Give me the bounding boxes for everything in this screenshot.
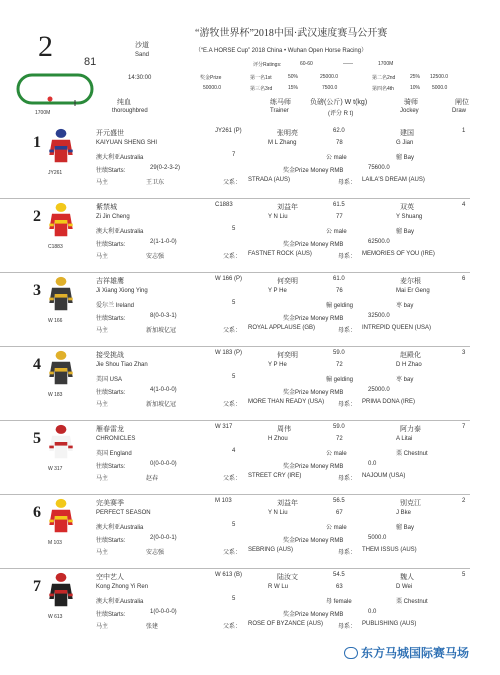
- header-draw-cn: 闸位: [455, 99, 469, 106]
- jockey-silk-icon: [48, 128, 74, 164]
- sire-value: FASTNET ROCK (AUS): [248, 251, 312, 257]
- horse-color: 栗 Chestnut: [396, 599, 428, 605]
- draw-number: 6: [462, 276, 466, 282]
- sire-label: 父系：: [223, 328, 242, 334]
- prize-money-value: 5000.0: [368, 535, 387, 541]
- header-weight-en: (评分 R t): [328, 111, 354, 117]
- rating-dash: ——: [343, 61, 353, 67]
- horse-age: 5: [232, 596, 236, 602]
- starts-value: 29(0-2-3-2): [150, 165, 181, 171]
- horse-sex: 公 male: [326, 451, 347, 457]
- jockey-cn: 阿力泰: [400, 426, 421, 433]
- horse-sex: 母 female: [326, 599, 352, 605]
- header-jockey-en: Jockey: [400, 108, 419, 114]
- jockey-cn: 魏人: [400, 574, 414, 581]
- horse-name-en: Zi Jin Cheng: [96, 214, 130, 220]
- owner-label: 马主: [96, 402, 109, 408]
- rating-distance: 1700M: [378, 61, 394, 67]
- prize-1-pct: 50%: [288, 74, 299, 80]
- sire-label: 父系：: [223, 254, 242, 260]
- horse-rating: 72: [336, 436, 343, 442]
- jockey-cn: 麦尔根: [400, 278, 421, 285]
- starts-label: 往绩Starts:: [96, 464, 126, 470]
- horse-weight: 59.0: [333, 350, 345, 356]
- starts-value: 2(0-0-0-1): [150, 535, 177, 541]
- race-number: 2: [38, 30, 53, 63]
- race-title: “游牧世界杯”2018中国·武汉速度赛马公开赛: [195, 28, 388, 39]
- dam-label: 母系：: [338, 328, 357, 334]
- horse-name-cn: 吉祥雄鹰: [96, 278, 124, 285]
- horse-sex: 骟 gelding: [326, 377, 354, 383]
- dam-value: NAJOUM (USA): [362, 473, 406, 479]
- dam-value: INTREPID QUEEN (USA): [362, 325, 432, 331]
- horse-name-cn: 完美赛季: [96, 500, 124, 507]
- horse-origin: 英国 England: [96, 451, 132, 457]
- horse-age: 4: [232, 448, 236, 454]
- horse-color: 枣 bay: [396, 303, 414, 309]
- rating-label: 评分Ratings:: [253, 62, 282, 68]
- starts-value: 8(0-0-3-1): [150, 313, 177, 319]
- horse-origin: 澳大利亚Australia: [96, 229, 144, 235]
- horse-color: 骝 Bay: [396, 155, 415, 161]
- jockey-en: G Jian: [396, 140, 414, 146]
- silk-code: W 317: [48, 466, 63, 472]
- trainer-cn: 陆汝文: [277, 574, 298, 581]
- wechat-icon: [344, 647, 358, 659]
- owner-label: 马主: [96, 328, 109, 334]
- finish-post-icon: [48, 97, 53, 102]
- owner-value: 张建: [146, 624, 159, 630]
- trainer-en: Y P He: [268, 362, 287, 368]
- header-weight-cn: 负磅(公斤) W t(kg): [310, 99, 368, 106]
- horse-name-cn: 空中艺人: [96, 574, 124, 581]
- horse-brand: W 166 (P): [215, 276, 243, 282]
- rating-min: 60-60: [300, 61, 313, 67]
- draw-number: 2: [462, 498, 466, 504]
- trainer-en: Y N Liu: [268, 510, 288, 516]
- dam-value: MEMORIES OF YOU (IRE): [362, 251, 435, 257]
- header-trainer-en: Trainer: [270, 108, 289, 114]
- trainer-en: R W Lu: [268, 584, 289, 590]
- header-draw-en: Draw: [452, 108, 467, 114]
- sire-value: STREET CRY (IRE): [248, 473, 302, 479]
- prize-1-label: 第一名1st: [250, 75, 272, 81]
- horse-name-cn: 雁春雷龙: [96, 426, 124, 433]
- horse-weight: 56.5: [333, 498, 345, 504]
- trainer-cn: 何奕明: [277, 352, 298, 359]
- dam-value: LAILA'S DREAM (AUS): [362, 177, 425, 183]
- prize-money-value: 0.0: [368, 461, 377, 467]
- horse-number: 2: [33, 208, 41, 225]
- track-distance: 1700M: [35, 110, 51, 116]
- starts-value: 1(0-0-0-0): [150, 609, 177, 615]
- breed-cn: 纯血: [117, 99, 131, 106]
- jockey-en: D Wei: [396, 584, 413, 590]
- horse-name-en: PERFECT SEASON: [96, 510, 151, 516]
- sire-label: 父系：: [223, 476, 242, 482]
- silk-code: W 183: [48, 392, 63, 398]
- header-jockey-cn: 骑师: [404, 99, 418, 106]
- jockey-silk-icon: [48, 276, 74, 312]
- horse-brand: W 317: [215, 424, 233, 430]
- horse-weight: 59.0: [333, 424, 345, 430]
- prize-money-label: 奖金Prize Money RMB: [283, 612, 344, 618]
- horse-brand: W 613 (B): [215, 572, 243, 578]
- horse-rating: 76: [336, 288, 343, 294]
- breed-en: thoroughbred: [112, 108, 148, 114]
- owner-label: 马主: [96, 254, 109, 260]
- jockey-silk-icon: [48, 350, 74, 386]
- prize-money-value: 75600.0: [368, 165, 390, 171]
- row-divider: [0, 568, 470, 569]
- jockey-en: A Litai: [396, 436, 413, 442]
- starts-label: 往绩Starts:: [96, 242, 126, 248]
- horse-rating: 63: [336, 584, 343, 590]
- prize-total: 50000.0: [203, 85, 222, 91]
- horse-name-en: KAIYUAN SHENG SHI: [96, 140, 158, 146]
- horse-name-en: Jie Shou Tiao Zhan: [96, 362, 148, 368]
- draw-number: 5: [462, 572, 466, 578]
- horse-name-en: Ji Xiang Xiong Ying: [96, 288, 148, 294]
- dam-value: PRIMA DONA (IRE): [362, 399, 416, 405]
- prize-money-label: 奖金Prize Money RMB: [283, 242, 344, 248]
- dam-value: PUBLISHING (AUS): [362, 621, 417, 627]
- horse-weight: 54.5: [333, 572, 345, 578]
- starts-label: 往绩Starts:: [96, 612, 126, 618]
- trainer-en: Y P He: [268, 288, 287, 294]
- dam-label: 母系：: [338, 476, 357, 482]
- horse-number: 1: [33, 134, 41, 151]
- horse-age: 7: [232, 152, 236, 158]
- header-trainer-cn: 练马师: [270, 99, 291, 106]
- horse-number: 3: [33, 282, 41, 299]
- horse-age: 5: [232, 226, 236, 232]
- prize-money-label: 奖金Prize Money RMB: [283, 390, 344, 396]
- horse-rating: 77: [336, 214, 343, 220]
- horse-origin: 美国 USA: [96, 377, 123, 383]
- jockey-en: J Bke: [396, 510, 412, 516]
- sire-value: SEBRING (AUS): [248, 547, 294, 553]
- prize-money-value: 0.0: [368, 609, 377, 615]
- horse-rating: 78: [336, 140, 343, 146]
- draw-number: 3: [462, 350, 466, 356]
- horse-origin: 澳大利亚Australia: [96, 155, 144, 161]
- owner-value: 赵春: [146, 476, 159, 482]
- starts-value: 2(1-1-0-0): [150, 239, 177, 245]
- horse-name-en: CHRONICLES: [96, 436, 136, 442]
- owner-value: 安志强: [146, 550, 165, 556]
- owner-value: 新加坡亿冠: [146, 328, 177, 334]
- jockey-cn: 赵殿化: [400, 352, 421, 359]
- sire-value: ROSE OF BYZANCE (AUS): [248, 621, 324, 627]
- draw-number: 1: [462, 128, 466, 134]
- watermark: [344, 644, 469, 662]
- draw-number: 4: [462, 202, 466, 208]
- watermark-text: 东方马城国际赛马场: [361, 646, 470, 660]
- horse-origin: 澳大利亚Australia: [96, 525, 144, 531]
- row-divider: [0, 198, 470, 199]
- horse-name-cn: 开元盛世: [96, 130, 124, 137]
- owner-value: 王卫东: [146, 180, 165, 186]
- prize-money-value: 25000.0: [368, 387, 390, 393]
- dam-label: 母系：: [338, 624, 357, 630]
- row-divider: [0, 272, 470, 273]
- dam-value: THEM ISSUS (AUS): [362, 547, 417, 553]
- horse-color: 枣 bay: [396, 377, 414, 383]
- horse-number: 4: [33, 356, 41, 373]
- horse-name-cn: 紫禁城: [96, 204, 117, 211]
- sire-value: ROYAL APPLAUSE (GB): [248, 325, 316, 331]
- jockey-silk-icon: [48, 424, 74, 460]
- silk-code: C1883: [48, 244, 63, 250]
- horse-sex: 骟 gelding: [326, 303, 354, 309]
- trainer-cn: 何奕明: [277, 278, 298, 285]
- trainer-en: M L Zhang: [268, 140, 297, 146]
- horse-weight: 62.0: [333, 128, 345, 134]
- horse-number: 6: [33, 504, 41, 521]
- owner-value: 安志强: [146, 254, 165, 260]
- owner-label: 马主: [96, 550, 109, 556]
- jockey-cn: 建国: [400, 130, 414, 137]
- prize-1-amount: 25000.0: [320, 74, 339, 80]
- horse-age: 5: [232, 522, 236, 528]
- horse-name-cn: 接受挑战: [96, 352, 124, 359]
- prize-money-label: 奖金Prize Money RMB: [283, 538, 344, 544]
- trainer-cn: 张明亮: [277, 130, 298, 137]
- trainer-en: H Zhou: [268, 436, 288, 442]
- horse-rating: 67: [336, 510, 343, 516]
- dam-label: 母系：: [338, 550, 357, 556]
- prize-3-label: 第三名3rd: [250, 86, 273, 92]
- starts-label: 往绩Starts:: [96, 538, 126, 544]
- jockey-silk-icon: [48, 202, 74, 238]
- race-title-en: （“E.A HORSE Cup” 2018 China • Wuhan Open Horse Racing）: [195, 48, 368, 54]
- jockey-silk-icon: [48, 572, 74, 608]
- horse-rating: 72: [336, 362, 343, 368]
- row-divider: [0, 494, 470, 495]
- owner-label: 马主: [96, 180, 109, 186]
- horse-age: 5: [232, 374, 236, 380]
- prize-4-amount: 5000.0: [432, 85, 448, 91]
- owner-value: 新加坡亿冠: [146, 402, 177, 408]
- dam-label: 母系：: [338, 254, 357, 260]
- horse-brand: M 103: [215, 498, 232, 504]
- race-time: 14:30:00: [128, 75, 152, 81]
- trainer-cn: 刘益年: [277, 204, 298, 211]
- horse-sex: 公 male: [326, 229, 347, 235]
- dam-label: 母系：: [338, 402, 357, 408]
- sire-label: 父系：: [223, 402, 242, 408]
- horse-name-en: Kong Zhong Yi Ren: [96, 584, 149, 590]
- track-diagram: [15, 72, 95, 110]
- race-distance-code: 81: [84, 56, 97, 68]
- horse-color: 骝 Bay: [396, 525, 415, 531]
- horse-color: 骝 Bay: [396, 229, 415, 235]
- owner-label: 马主: [96, 624, 109, 630]
- silk-code: JY261: [48, 170, 63, 176]
- prize-money-value: 62500.0: [368, 239, 390, 245]
- prize-3-amount: 7500.0: [322, 85, 338, 91]
- silk-code: M 103: [48, 540, 62, 546]
- horse-origin: 澳大利亚Australia: [96, 599, 144, 605]
- starts-label: 往绩Starts:: [96, 168, 126, 174]
- sire-label: 父系：: [223, 624, 242, 630]
- horse-number: 5: [33, 430, 41, 447]
- jockey-en: Mai Er Geng: [396, 288, 430, 294]
- prize-2-amount: 12500.0: [430, 74, 449, 80]
- horse-color: 栗 Chestnut: [396, 451, 428, 457]
- horse-number: 7: [33, 578, 41, 595]
- silk-code: W 613: [48, 614, 63, 620]
- horse-brand: JY261 (P): [215, 128, 242, 134]
- starts-label: 往绩Starts:: [96, 316, 126, 322]
- starts-value: 0(0-0-0-0): [150, 461, 177, 467]
- jockey-cn: 双英: [400, 204, 414, 211]
- jockey-en: D H Zhao: [396, 362, 422, 368]
- trainer-en: Y N Liu: [268, 214, 288, 220]
- surface-en: Sand: [135, 52, 150, 58]
- row-divider: [0, 346, 470, 347]
- silk-code: W 166: [48, 318, 63, 324]
- prize-4-label: 第四名4th: [372, 86, 394, 92]
- starts-value: 4(1-0-0-0): [150, 387, 177, 393]
- draw-number: 7: [462, 424, 466, 430]
- trainer-cn: 周伟: [277, 426, 291, 433]
- starts-label: 往绩Starts:: [96, 390, 126, 396]
- sire-label: 父系：: [223, 550, 242, 556]
- prize-2-label: 第二名2nd: [372, 75, 396, 81]
- horse-origin: 爱尔兰 Ireland: [96, 303, 135, 309]
- prize-2-pct: 25%: [410, 74, 421, 80]
- sire-value: MORE THAN READY (USA): [248, 399, 325, 405]
- horse-weight: 61.5: [333, 202, 345, 208]
- dam-label: 母系：: [338, 180, 357, 186]
- trainer-cn: 刘益年: [277, 500, 298, 507]
- prize-money-label: 奖金Prize Money RMB: [283, 316, 344, 322]
- owner-label: 马主: [96, 476, 109, 482]
- row-divider: [0, 420, 470, 421]
- horse-age: 5: [232, 300, 236, 306]
- prize-money-label: 奖金Prize Money RMB: [283, 464, 344, 470]
- sire-value: STRADA (AUS): [248, 177, 291, 183]
- sire-label: 父系：: [223, 180, 242, 186]
- prize-label: 奖金Prize: [200, 75, 222, 81]
- horse-brand: C1883: [215, 202, 233, 208]
- prize-money-label: 奖金Prize Money RMB: [283, 168, 344, 174]
- prize-3-pct: 15%: [288, 85, 299, 91]
- horse-weight: 61.0: [333, 276, 345, 282]
- horse-brand: W 183 (P): [215, 350, 243, 356]
- prize-4-pct: 10%: [410, 85, 421, 91]
- jockey-cn: 别克江: [400, 500, 421, 507]
- horse-sex: 公 male: [326, 155, 347, 161]
- horse-sex: 公 male: [326, 525, 347, 531]
- prize-money-value: 32500.0: [368, 313, 390, 319]
- jockey-en: Y Shuang: [396, 214, 423, 220]
- surface-cn: 沙道: [135, 42, 149, 49]
- jockey-silk-icon: [48, 498, 74, 534]
